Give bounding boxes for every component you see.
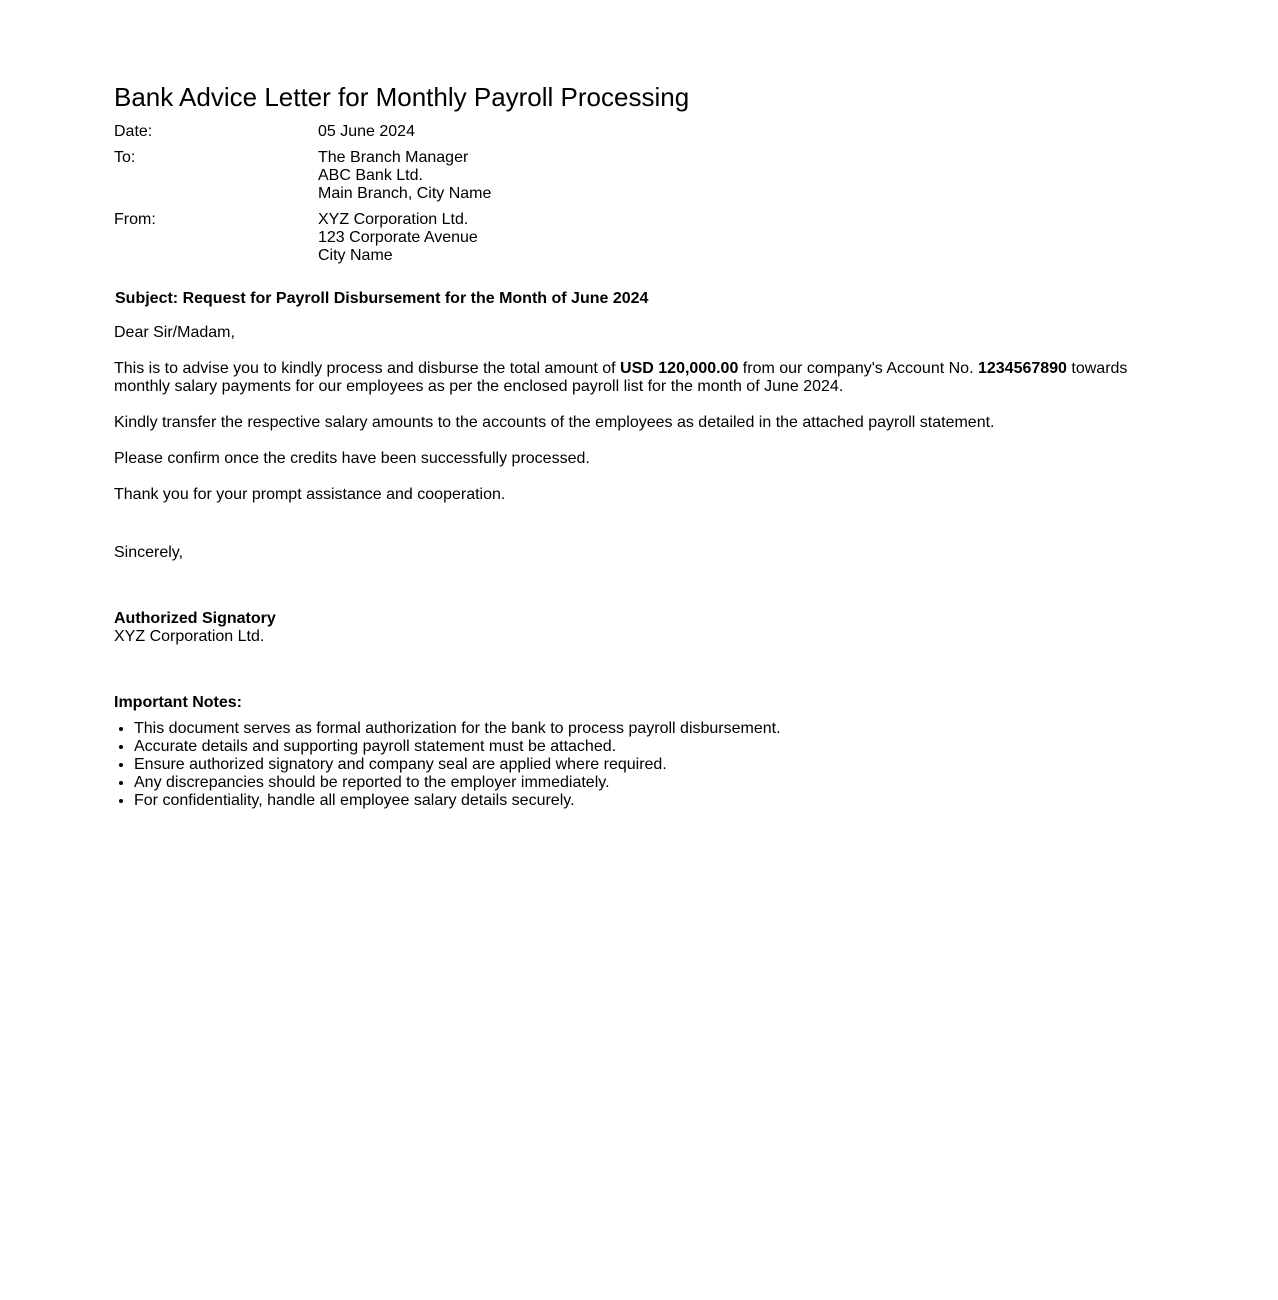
list-item: • This document serves as formal authorization for the bank to process payroll disbursement.: [134, 720, 1154, 738]
to-line: ABC Bank Ltd.: [318, 167, 423, 184]
closing: Sincerely,: [114, 544, 184, 561]
p1-text-a: This is to advise you to kindly process and disburse the total amount of: [114, 360, 621, 377]
to-line: Main Branch, City Name: [318, 185, 492, 202]
from-line: 123 Corporate Avenue: [318, 229, 478, 246]
body-paragraph-4: Thank you for your prompt assistance and cooperation.: [114, 486, 506, 503]
list-item: • Accurate details and supporting payroll statement must be attached.: [134, 738, 1154, 756]
from-line: XYZ Corporation Ltd.: [318, 211, 469, 228]
from-address: [318, 211, 478, 265]
date-row: [114, 123, 1154, 141]
to-row: [114, 149, 1154, 203]
to-label: To:: [114, 149, 136, 166]
list-item: • Any discrepancies should be reported to the employer immediately.: [134, 774, 1154, 792]
body-paragraph-3: Please confirm once the credits have been successfully processed.: [114, 450, 590, 467]
list-item: • For confidentiality, handle all employee salary details securely.: [134, 792, 1154, 810]
account-number: 1234567890: [977, 360, 1067, 377]
from-line: City Name: [318, 247, 393, 264]
body-paragraph-1: [114, 360, 1154, 396]
notes-list: [114, 720, 1154, 810]
to-line: The Branch Manager: [318, 149, 469, 166]
greeting: Dear Sir/Madam,: [114, 324, 235, 341]
p1-text-b: from our company's Account No.: [738, 360, 978, 377]
date-label: Date:: [114, 123, 153, 140]
page-title: Bank Advice Letter for Monthly Payroll Processing: [114, 82, 690, 112]
date-value: [318, 123, 415, 141]
p1-text-c: towards monthly salary payments for our employees as per the enclosed payroll list for the month of June 2024.: [114, 360, 1128, 395]
from-row: [114, 211, 1154, 265]
notes-heading: Important Notes:: [114, 694, 242, 711]
date-text: 05 June 2024: [318, 123, 415, 140]
signatory-title: Authorized Signatory: [114, 610, 276, 627]
signatory-company: XYZ Corporation Ltd.: [114, 628, 265, 645]
to-address: [318, 149, 491, 203]
subject-line: Subject: Request for Payroll Disbursement for the Month of June 2024: [115, 290, 649, 307]
amount-value: USD 120,000.00: [620, 360, 739, 377]
signatory-block: [114, 610, 1154, 646]
body-paragraph-2: Kindly transfer the respective salary amounts to the accounts of the employees as detailed in the attached payroll statement.: [114, 414, 995, 431]
from-label: From:: [114, 211, 156, 228]
letter: [114, 82, 1154, 810]
list-item: • Ensure authorized signatory and company seal are applied where required.: [134, 756, 1154, 774]
